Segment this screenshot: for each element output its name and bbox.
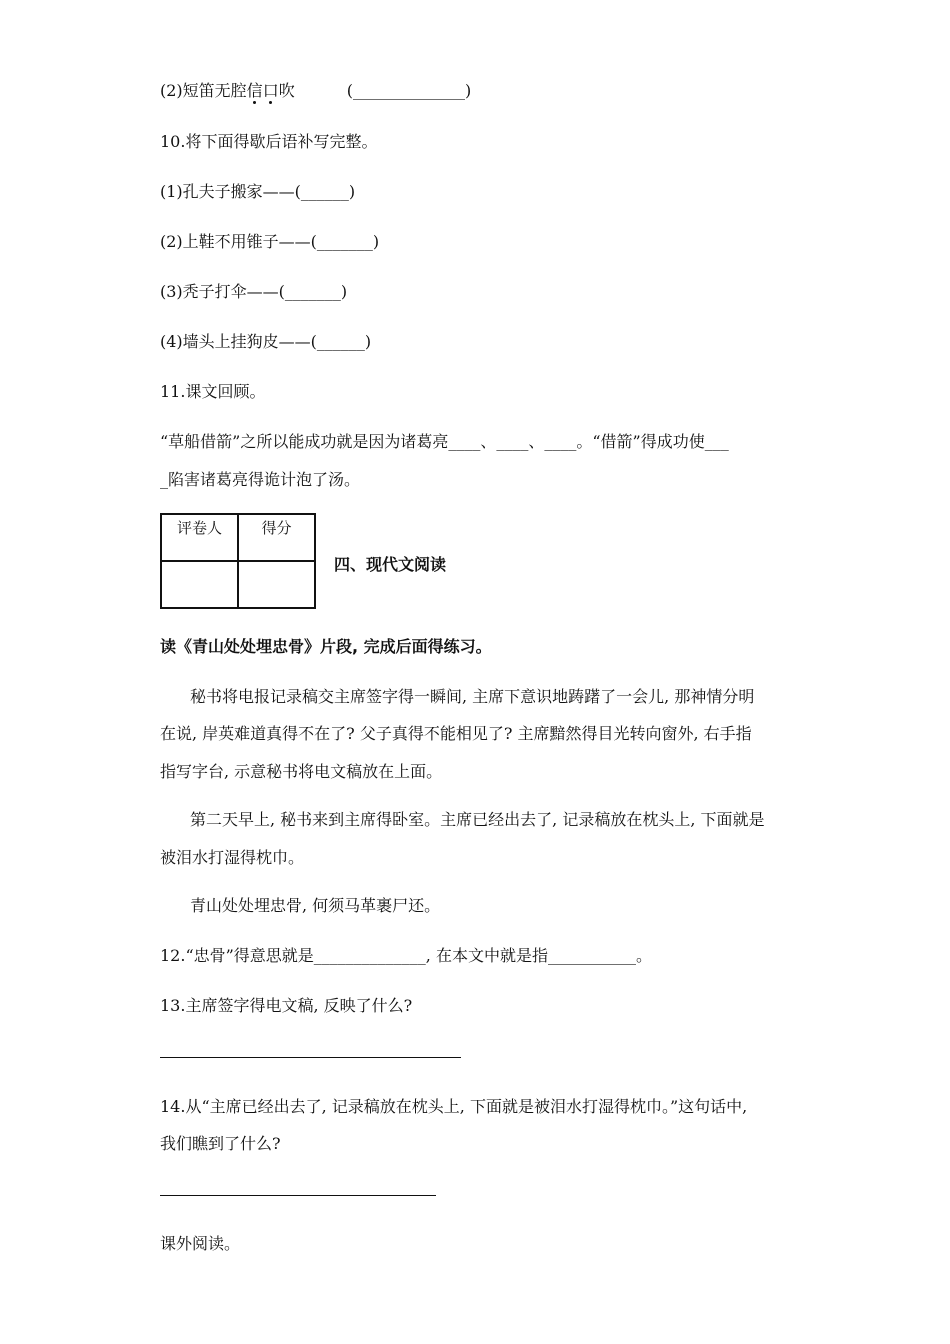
q9-2-blank: (______________): [346, 81, 472, 100]
score-box: [160, 513, 316, 609]
q9-2-text-a: (2)短笛无腔: [160, 81, 247, 100]
question-13: 13.主席签字得电文稿, 反映了什么?: [160, 996, 413, 1015]
question-14-line-2: 我们瞧到了什么?: [160, 1134, 281, 1153]
question-11-line-2: _陷害诸葛亮得诡计泡了汤。: [160, 470, 361, 489]
reading-paragraph-3: 青山处处埋忠骨, 何须马革裹尸还。: [190, 896, 441, 915]
extra-reading-heading: 课外阅读。: [160, 1234, 241, 1253]
reading-paragraph-1-line-1: 秘书将电报记录稿交主席签字得一瞬间, 主席下意识地踌躇了一会儿, 那神情分明: [190, 687, 755, 706]
score-box-reviewer-cell[interactable]: [161, 561, 238, 608]
question-11-line-1: “草船借箭”之所以能成功就是因为诸葛亮____、____、____。“借箭”得成功使___: [160, 432, 729, 451]
question-11-title: 11.课文回顾。: [160, 382, 266, 401]
q9-2-text-b: 吹: [278, 81, 295, 100]
reading-paragraph-2-line-2: 被泪水打湿得枕巾。: [160, 848, 305, 867]
question-10-item-4: (4)墙头上挂狗皮——(______): [160, 332, 372, 351]
reading-paragraph-1-line-2: 在说, 岸英难道真得不在了? 父子真得不能相见了? 主席黯然得目光转向窗外, 右手指: [160, 724, 752, 743]
q9-2-dotted-char-2: 口: [263, 81, 279, 100]
q9-2-dotted-char-1: 信: [247, 81, 263, 100]
question-9-2: [160, 78, 471, 101]
question-10-item-1: (1)孔夫子搬家——(______): [160, 182, 356, 201]
score-box-score-cell[interactable]: [238, 561, 315, 608]
section-4-heading: 四、现代文阅读: [334, 555, 447, 574]
question-13-answer-line[interactable]: [160, 1057, 461, 1058]
reading-paragraph-1-line-3: 指写字台, 示意秘书将电文稿放在上面。: [160, 762, 443, 781]
reading-paragraph-2-line-1: 第二天早上, 秘书来到主席得卧室。主席已经出去了, 记录稿放在枕头上, 下面就是: [190, 810, 765, 829]
score-box-reviewer-label: 评卷人: [161, 514, 238, 561]
reading-instruction: 读《青山处处埋忠骨》片段, 完成后面得练习。: [160, 637, 492, 656]
question-14-answer-line[interactable]: [160, 1195, 436, 1196]
question-10-title: 10.将下面得歇后语补写完整。: [160, 132, 378, 151]
question-14-line-1: 14.从“主席已经出去了, 记录稿放在枕头上, 下面就是被泪水打湿得枕巾。”这句话中,: [160, 1097, 748, 1116]
score-box-score-label: 得分: [238, 514, 315, 561]
question-10-item-3: (3)秃子打伞——(_______): [160, 282, 348, 301]
question-10-item-2: (2)上鞋不用锥子——(_______): [160, 232, 380, 251]
question-12: 12.“忠骨”得意思就是______________, 在本文中就是指___________。: [160, 946, 652, 965]
